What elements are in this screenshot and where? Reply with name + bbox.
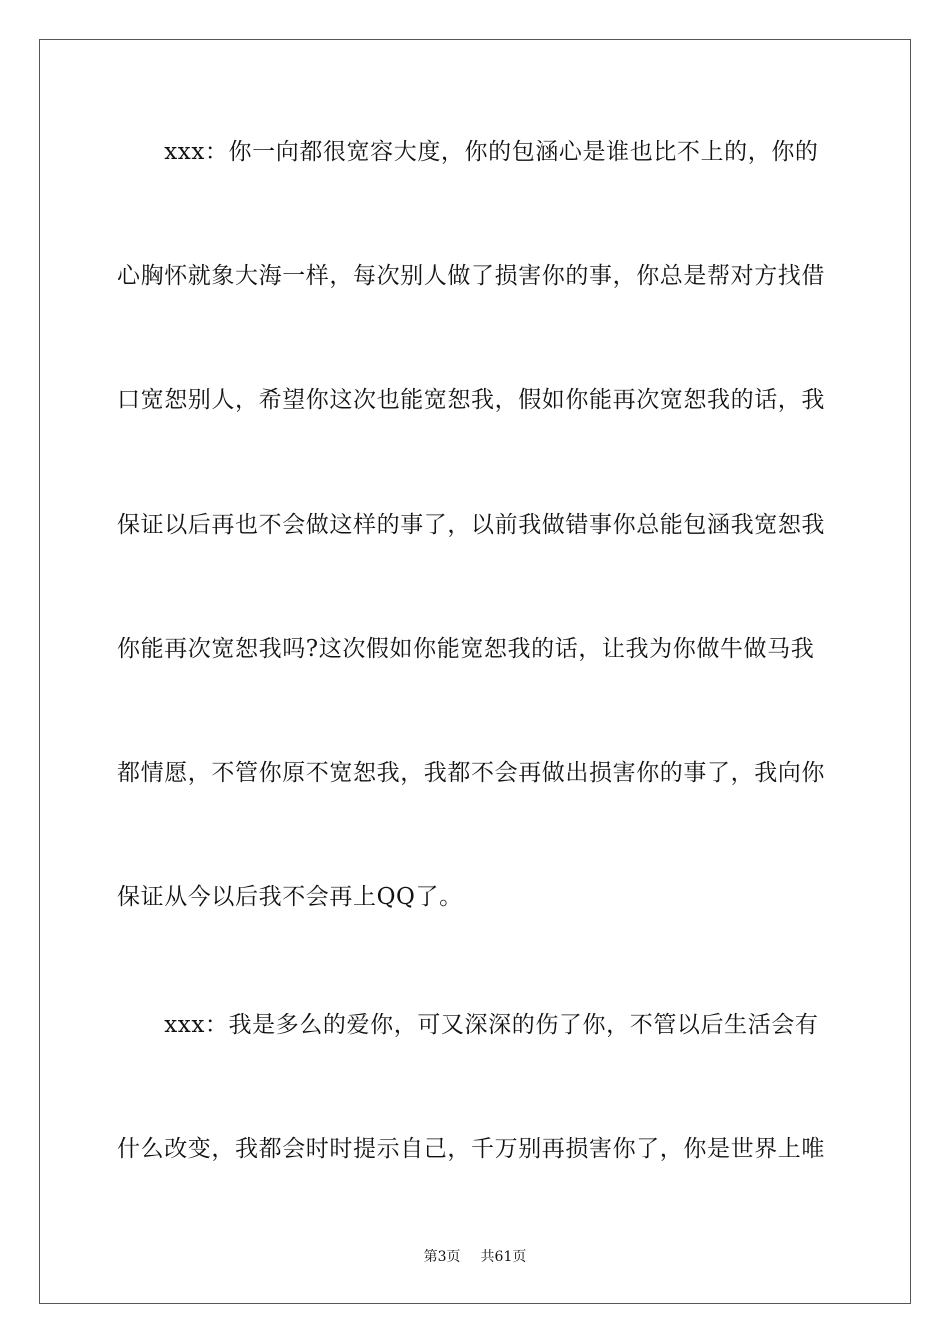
page-footer — [0, 1246, 950, 1266]
page-border — [39, 39, 911, 1304]
body-text-line: 什么改变，我都会时时提示自己，千万别再损害你了，你是世界上唯 — [117, 1136, 825, 1162]
page-number: 第3页 — [423, 1249, 461, 1265]
body-text-line: 保证以后再也不会做这样的事了，以前我做错事你总能包涵我宽恕我 — [117, 512, 825, 538]
body-text-line: 都情愿，不管你原不宽恕我，我都不会再做出损害你的事了，我向你 — [117, 760, 825, 786]
page-total: 共61页 — [480, 1249, 527, 1265]
body-text-line: xxx：我是多么的爱你，可又深深的伤了你，不管以后生活会有 — [117, 1012, 819, 1038]
body-text-line: 口宽恕别人，希望你这次也能宽恕我，假如你能再次宽恕我的话，我 — [117, 387, 825, 413]
body-text-line: 你能再次宽恕我吗?这次假如你能宽恕我的话，让我为你做牛做马我 — [117, 636, 815, 662]
body-text-line: xxx：你一向都很宽容大度，你的包涵心是谁也比不上的，你的 — [117, 139, 819, 165]
body-text-line: 保证从今以后我不会再上QQ了。 — [117, 884, 463, 910]
body-text-line: 心胸怀就象大海一样，每次别人做了损害你的事，你总是帮对方找借 — [117, 263, 825, 289]
